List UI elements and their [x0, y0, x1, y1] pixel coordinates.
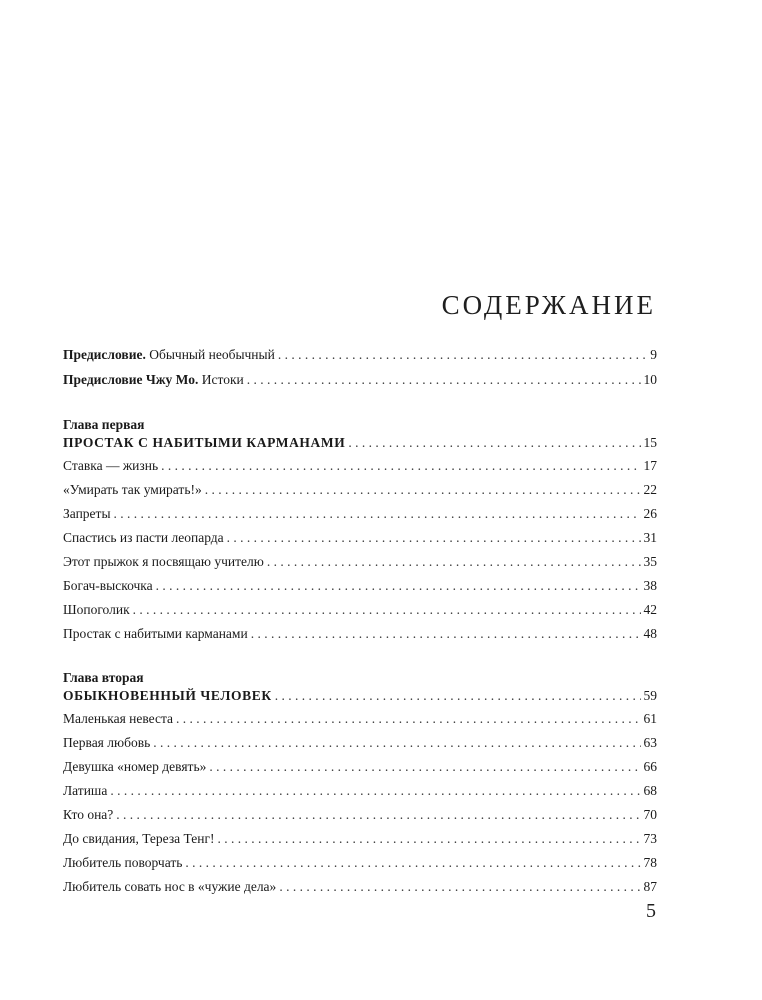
chapter-title: ОБЫКНОВЕННЫЙ ЧЕЛОВЕК [63, 688, 272, 703]
page-title: СОДЕРЖАНИЕ [441, 290, 656, 320]
entry-bold-label: Предисловие Чжу Мо. [63, 372, 199, 387]
entry-label: Кто она? [63, 807, 114, 822]
entry-page-number: 38 [643, 578, 657, 593]
entry-label: Латиша [63, 783, 108, 798]
toc-entry-chapter-1[interactable] [63, 433, 657, 453]
toc-entry[interactable] [63, 709, 657, 729]
entry-label: Ставка — жизнь [63, 458, 159, 473]
entry-page-number: 73 [643, 831, 657, 846]
entry-page-number: 22 [643, 482, 657, 497]
dot-leader [348, 433, 640, 453]
toc-entry[interactable] [63, 624, 657, 644]
chapter-kicker: Глава вторая [63, 670, 144, 685]
entry-page-number: 26 [643, 506, 657, 521]
page-number: 5 [646, 900, 656, 922]
dot-leader [116, 805, 640, 825]
dot-leader [251, 624, 641, 644]
dot-leader [185, 853, 640, 873]
entry-label: До свидания, Тереза Тенг! [63, 831, 215, 846]
toc-entry[interactable] [63, 757, 657, 777]
entry-label: Шопоголик [63, 602, 130, 617]
entry-page-number: 9 [650, 347, 657, 362]
entry-page-number: 70 [643, 807, 657, 822]
entry-label: Этот прыжок я посвящаю учителю [63, 554, 264, 569]
toc-entry[interactable] [63, 552, 657, 572]
toc-entry[interactable] [63, 600, 657, 620]
entry-label: «Умирать так умирать!» [63, 482, 202, 497]
dot-leader [205, 480, 641, 500]
dot-leader [267, 552, 641, 572]
entry-page-number: 61 [643, 711, 657, 726]
toc-entry-chapter-2[interactable] [63, 686, 657, 706]
toc-entry[interactable] [63, 805, 657, 825]
entry-page-number: 42 [643, 602, 657, 617]
entry-bold-label: Предисловие. [63, 347, 146, 362]
entry-page-number: 68 [643, 783, 657, 798]
entry-label: Истоки [198, 372, 244, 387]
dot-leader [153, 733, 640, 753]
entry-page-number: 10 [643, 372, 657, 387]
dot-leader [114, 504, 641, 524]
toc-entry[interactable] [63, 853, 657, 873]
entry-page-number: 78 [643, 855, 657, 870]
toc-entry[interactable] [63, 781, 657, 801]
toc-entry[interactable] [63, 877, 657, 897]
entry-label: Маленькая невеста [63, 711, 174, 726]
toc-entry[interactable] [63, 456, 657, 476]
entry-page-number: 87 [643, 879, 657, 894]
dot-leader [161, 456, 640, 476]
chapter-title: ПРОСТАК С НАБИТЫМИ КАРМАНАМИ [63, 435, 346, 450]
toc-entry[interactable] [63, 480, 657, 500]
dot-leader [218, 829, 641, 849]
entry-label: Обычный необычный [145, 347, 275, 362]
entry-page-number: 66 [643, 759, 657, 774]
entry-page-number: 17 [643, 458, 657, 473]
toc-entry[interactable] [63, 504, 657, 524]
dot-leader [110, 781, 640, 801]
entry-page-number: 48 [643, 626, 657, 641]
entry-label: Девушка «номер девять» [63, 759, 207, 774]
dot-leader [278, 345, 647, 365]
dot-leader [279, 877, 640, 897]
dot-leader [133, 600, 641, 620]
dot-leader [176, 709, 640, 729]
dot-leader [227, 528, 641, 548]
toc-entry-preface-zhu-mo[interactable] [63, 370, 657, 390]
toc-entry[interactable] [63, 528, 657, 548]
dot-leader [247, 370, 641, 390]
entry-label: Любитель поворчать [63, 855, 183, 870]
chapter-kicker: Глава первая [63, 417, 145, 432]
entry-page-number: 15 [643, 435, 657, 450]
entry-page-number: 31 [643, 530, 657, 545]
entry-label: Любитель совать нос в «чужие дела» [63, 879, 277, 894]
toc-entry[interactable] [63, 576, 657, 596]
toc-entry[interactable] [63, 829, 657, 849]
entry-page-number: 63 [643, 735, 657, 750]
toc-entry[interactable] [63, 733, 657, 753]
entry-label: Богач-выскочка [63, 578, 153, 593]
dot-leader [275, 686, 641, 706]
toc-entry-preface[interactable] [63, 345, 657, 365]
entry-page-number: 35 [643, 554, 657, 569]
entry-label: Запреты [63, 506, 111, 521]
dot-leader [209, 757, 640, 777]
entry-label: Первая любовь [63, 735, 151, 750]
entry-page-number: 59 [643, 688, 657, 703]
dot-leader [156, 576, 641, 596]
entry-label: Простак с набитыми карманами [63, 626, 248, 641]
entry-label: Спастись из пасти леопарда [63, 530, 224, 545]
